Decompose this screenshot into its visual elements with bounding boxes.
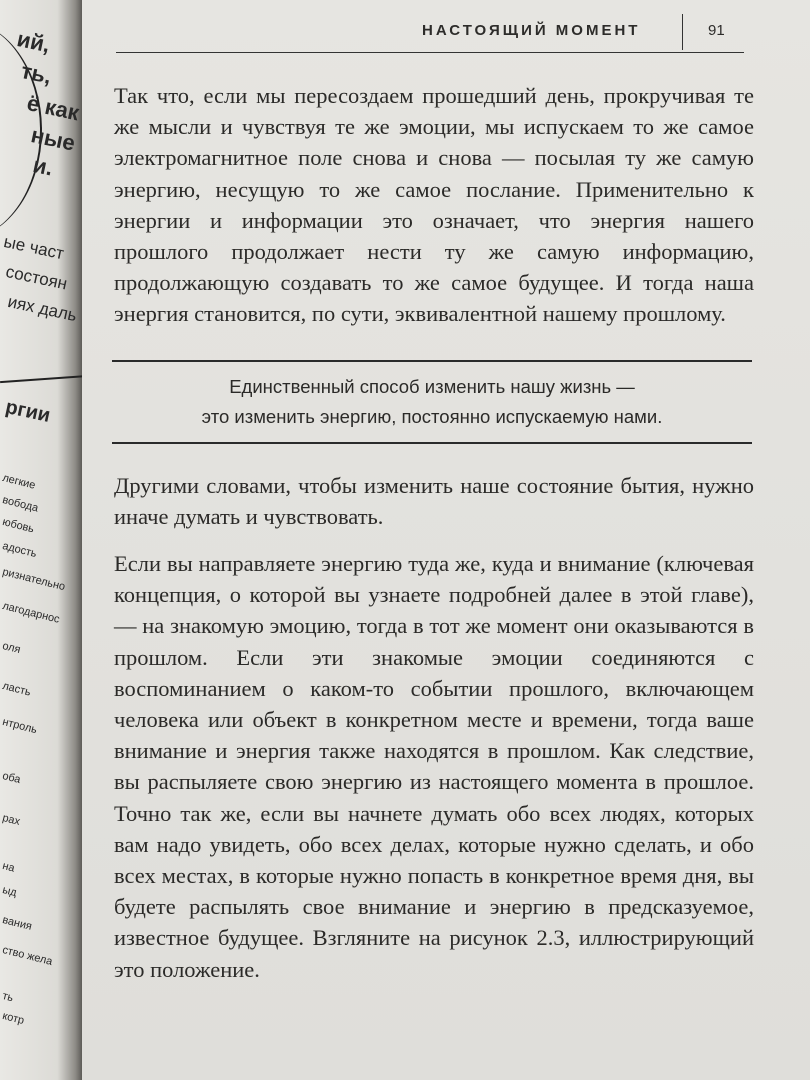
- left-list-fragment: адость: [1, 540, 38, 561]
- left-list-fragment: ласть: [1, 680, 32, 699]
- left-list-fragment: оля: [1, 640, 22, 657]
- left-page-rule: [0, 375, 82, 383]
- left-list-fragment: котр: [1, 1010, 26, 1027]
- running-title: НАСТОЯЩИЙ МОМЕНТ: [422, 22, 641, 39]
- body-paragraph: Другими словами, чтобы изменить наше состояние бытия, нужно иначе думать и чувствовать.: [114, 473, 754, 530]
- page-number: 91: [708, 22, 725, 39]
- book-page: [82, 0, 810, 1080]
- pull-quote: [112, 372, 752, 432]
- header-rule: [116, 52, 744, 53]
- pull-quote-line: это изменить энергию, постоянно испускаемую нами.: [201, 406, 663, 427]
- left-list-fragment: ство жела: [1, 944, 54, 969]
- left-list-fragment: лагодарнос: [1, 600, 61, 626]
- left-fragment: ть,: [18, 58, 54, 89]
- pull-quote-rule-bottom: [112, 442, 752, 444]
- left-list-fragment: ть: [1, 990, 15, 1005]
- left-list-fragment: юбовь: [1, 516, 36, 536]
- left-list-fragment: вания: [1, 914, 34, 933]
- body-paragraph: Так что, если мы пересоздаем прошедший день, прокручивая те же мысли и чувствуя те же эмоции, мы испускаем то же самое электромагнитное поле снова и снова — посылая ту же самую энергию, несущую то же самое послание. Применительно к энергии и информации это означает, что энергия нашего прошлого продолжает нести ту же самую информацию, продолжающую создавать то же самое будущее. И тогда наша энергия становится, по сути, эквивалентной нашему прошлому.: [114, 83, 754, 327]
- left-list-fragment: на: [1, 860, 16, 875]
- left-heading-fragment: ргии: [3, 396, 53, 427]
- pull-quote-rule-top: [112, 360, 752, 362]
- left-fragment: и.: [30, 152, 56, 181]
- left-list-fragment: рах: [1, 812, 22, 828]
- left-fragment: ные: [28, 122, 78, 156]
- left-fragment: ё как: [24, 90, 82, 126]
- body-paragraph: Если вы направляете энергию туда же, куда и внимание (ключевая концепция, о которой вы узнаете подробней далее в этой главе), — на знакомую эмоцию, тогда в тот же момент они оказываются в прошлом. Если эти знакомые эмоции соединяются с воспоминанием о каком-то событии прошлого, включающем человека или объект в конкретном месте и времени, тогда ваше внимание и энергия также находятся в прошлом. Как следствие, вы распыляете свою энергию из настоящего момента в прошлое. Точно так же, если вы начнете думать обо всех людях, которых вам надо увидеть, обо всех делах, которые нужно сделать, и обо всех местах, в которые нужно попасть в конкретное время дня, вы будете распылять свое внимание и энергию в предсказуемое, известное будущее. Взгляните на рисунок 2.3, иллюстрирующий это положение.: [114, 551, 754, 982]
- left-list-fragment: легкие: [1, 472, 37, 492]
- header-divider: [682, 14, 683, 50]
- left-list-fragment: ризнательно: [1, 566, 67, 594]
- left-fragment: ые част: [2, 232, 66, 264]
- left-fragment: иях даль: [6, 292, 79, 326]
- left-fragment: ий,: [14, 26, 53, 58]
- left-list-fragment: вобода: [1, 494, 40, 515]
- left-list-fragment: ыд: [1, 884, 18, 900]
- left-fragment: состоян: [4, 262, 69, 294]
- pull-quote-line: Единственный способ изменить нашу жизнь —: [229, 376, 635, 397]
- left-list-fragment: нтроль: [1, 716, 39, 737]
- left-list-fragment: оба: [1, 770, 22, 787]
- left-page-edge: [0, 0, 82, 1080]
